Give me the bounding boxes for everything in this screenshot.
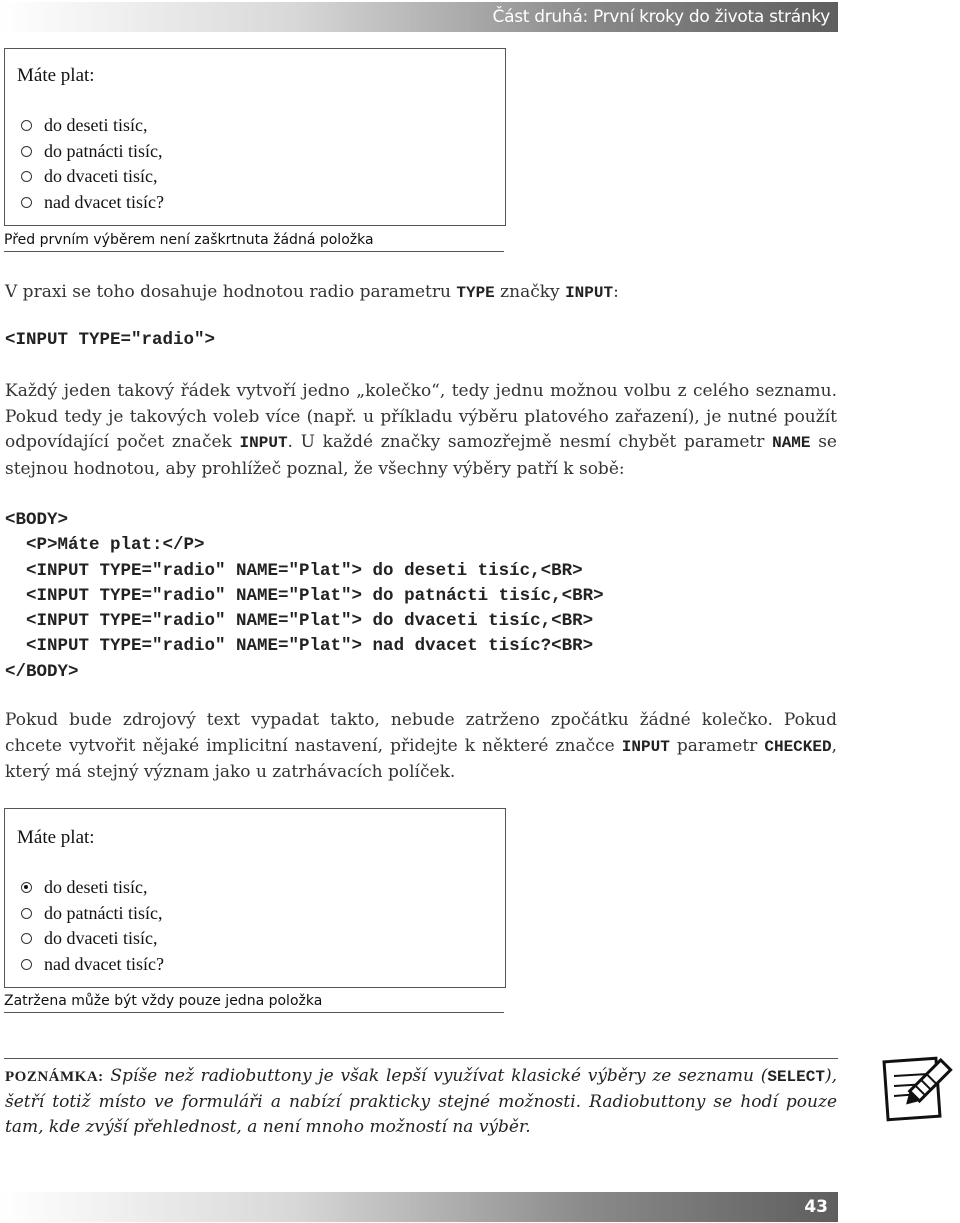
code-line: <INPUT TYPE="radio" NAME="Plat"> do deseti tisíc,<BR> — [5, 560, 583, 581]
radio-button[interactable] — [21, 908, 32, 919]
radio-option[interactable] — [21, 926, 164, 952]
radio-button-checked[interactable] — [21, 882, 32, 893]
text: : — [613, 282, 619, 302]
paragraph-intro — [5, 280, 837, 307]
code-example-single: <INPUT TYPE="radio"> — [5, 330, 216, 350]
text: Spíše než radiobuttony je však lepší využívat klasické výběry ze seznamu ( — [110, 1066, 768, 1086]
radio-option-label: nad dvacet tisíc? — [44, 191, 164, 212]
text: Pokud bude zdrojový text vypadat takto, nebude zatrženo zpočátku žádné kolečko. Pokud chcete vytvořit nějaké implicitní nastavení, přidejte k některé značce — [5, 710, 837, 756]
code-keyword: INPUT — [621, 737, 670, 756]
radio-option[interactable] — [21, 952, 164, 978]
text: se stejnou hodnotou, aby prohlížeč poznal, že všechny výběry patří k sobě: — [5, 432, 837, 479]
note-text — [110, 1066, 767, 1086]
radio-button[interactable] — [21, 171, 32, 182]
text: V praxi se toho dosahuje hodnotou radio parametru — [5, 282, 457, 302]
footer-bar — [0, 1192, 838, 1222]
header-title: Část druhá: První kroky do života stránky — [492, 7, 830, 27]
radio-list — [21, 875, 164, 977]
radio-option[interactable] — [21, 164, 164, 190]
code-keyword: NAME — [772, 434, 811, 452]
code-keyword: TYPE — [456, 284, 495, 302]
code-line: <P>Máte plat:</P> — [5, 535, 205, 556]
radio-option[interactable] — [21, 113, 164, 139]
note-box — [5, 1064, 837, 1140]
code-line: <INPUT TYPE="radio" NAME="Plat"> do dvaceti tisíc,<BR> — [5, 611, 594, 632]
radio-option-label: do dvaceti tisíc, — [44, 928, 158, 949]
note-label: POZNÁMKA: — [5, 1069, 104, 1085]
radio-option-label: do deseti tisíc, — [44, 115, 148, 136]
figure-unchecked — [4, 48, 506, 226]
code-keyword: CHECKED — [764, 737, 832, 756]
radio-button[interactable] — [21, 146, 32, 157]
note-divider — [4, 1058, 838, 1059]
radio-option-label: do patnácti tisíc, — [44, 140, 163, 161]
radio-button[interactable] — [21, 959, 32, 970]
figure-checked — [4, 808, 506, 988]
figure-caption: Před prvním výběrem není zaškrtnuta žádná položka — [4, 232, 504, 252]
text: , který má stejný význam jako u zatrhávacích políček. — [5, 735, 837, 782]
text: značky — [494, 282, 566, 302]
code-line: <INPUT TYPE="radio" NAME="Plat"> do patnácti tisíc,<BR> — [5, 585, 604, 606]
figure-label: Máte plat: — [17, 827, 95, 848]
header-bar — [0, 2, 838, 32]
code-line: <INPUT TYPE="radio" NAME="Plat"> nad dvacet tisíc?<BR> — [5, 636, 594, 657]
radio-button[interactable] — [21, 933, 32, 944]
page-number: 43 — [804, 1197, 828, 1217]
radio-list — [21, 113, 164, 215]
code-keyword: INPUT — [565, 284, 614, 302]
text: . U každé značky samozřejmě nesmí chybět parametr — [287, 432, 773, 452]
code-line: </BODY> — [5, 661, 79, 682]
paragraph-checked — [5, 708, 837, 786]
radio-option-label: do dvaceti tisíc, — [44, 166, 158, 187]
code-line: <BODY> — [5, 510, 69, 530]
code-listing — [5, 508, 604, 685]
code-keyword: INPUT — [239, 434, 288, 452]
text: ), šetří totiž místo ve formuláři a nabízí prakticky stejné možnosti. Radiobuttony se hodí pouze tam, kde zvýší přehlednost, a není mnoho možností na výběr. — [5, 1066, 837, 1137]
radio-option-label: do deseti tisíc, — [44, 877, 148, 898]
code-keyword: SELECT — [767, 1068, 825, 1086]
radio-button[interactable] — [21, 197, 32, 208]
figure-label: Máte plat: — [17, 65, 95, 86]
figure-caption: Zatržena může být vždy pouze jedna položka — [4, 993, 504, 1013]
note-pencil-icon — [880, 1048, 958, 1128]
radio-option-label: nad dvacet tisíc? — [44, 953, 164, 974]
radio-button[interactable] — [21, 120, 32, 131]
text: Každý jeden takový řádek vytvoří jedno „kolečko“, tedy jednu možnou volbu z celého seznamu. Pokud tedy je takových voleb více (např. u příkladu výběru platového zařazení), je nutné použít odpovídající počet značek — [5, 381, 837, 452]
text: parametr — [669, 735, 765, 756]
radio-option[interactable] — [21, 139, 164, 165]
radio-option[interactable] — [21, 901, 164, 927]
radio-option[interactable] — [21, 190, 164, 216]
radio-option-label: do patnácti tisíc, — [44, 902, 163, 923]
paragraph-explanation — [5, 379, 837, 482]
radio-option[interactable] — [21, 875, 164, 901]
